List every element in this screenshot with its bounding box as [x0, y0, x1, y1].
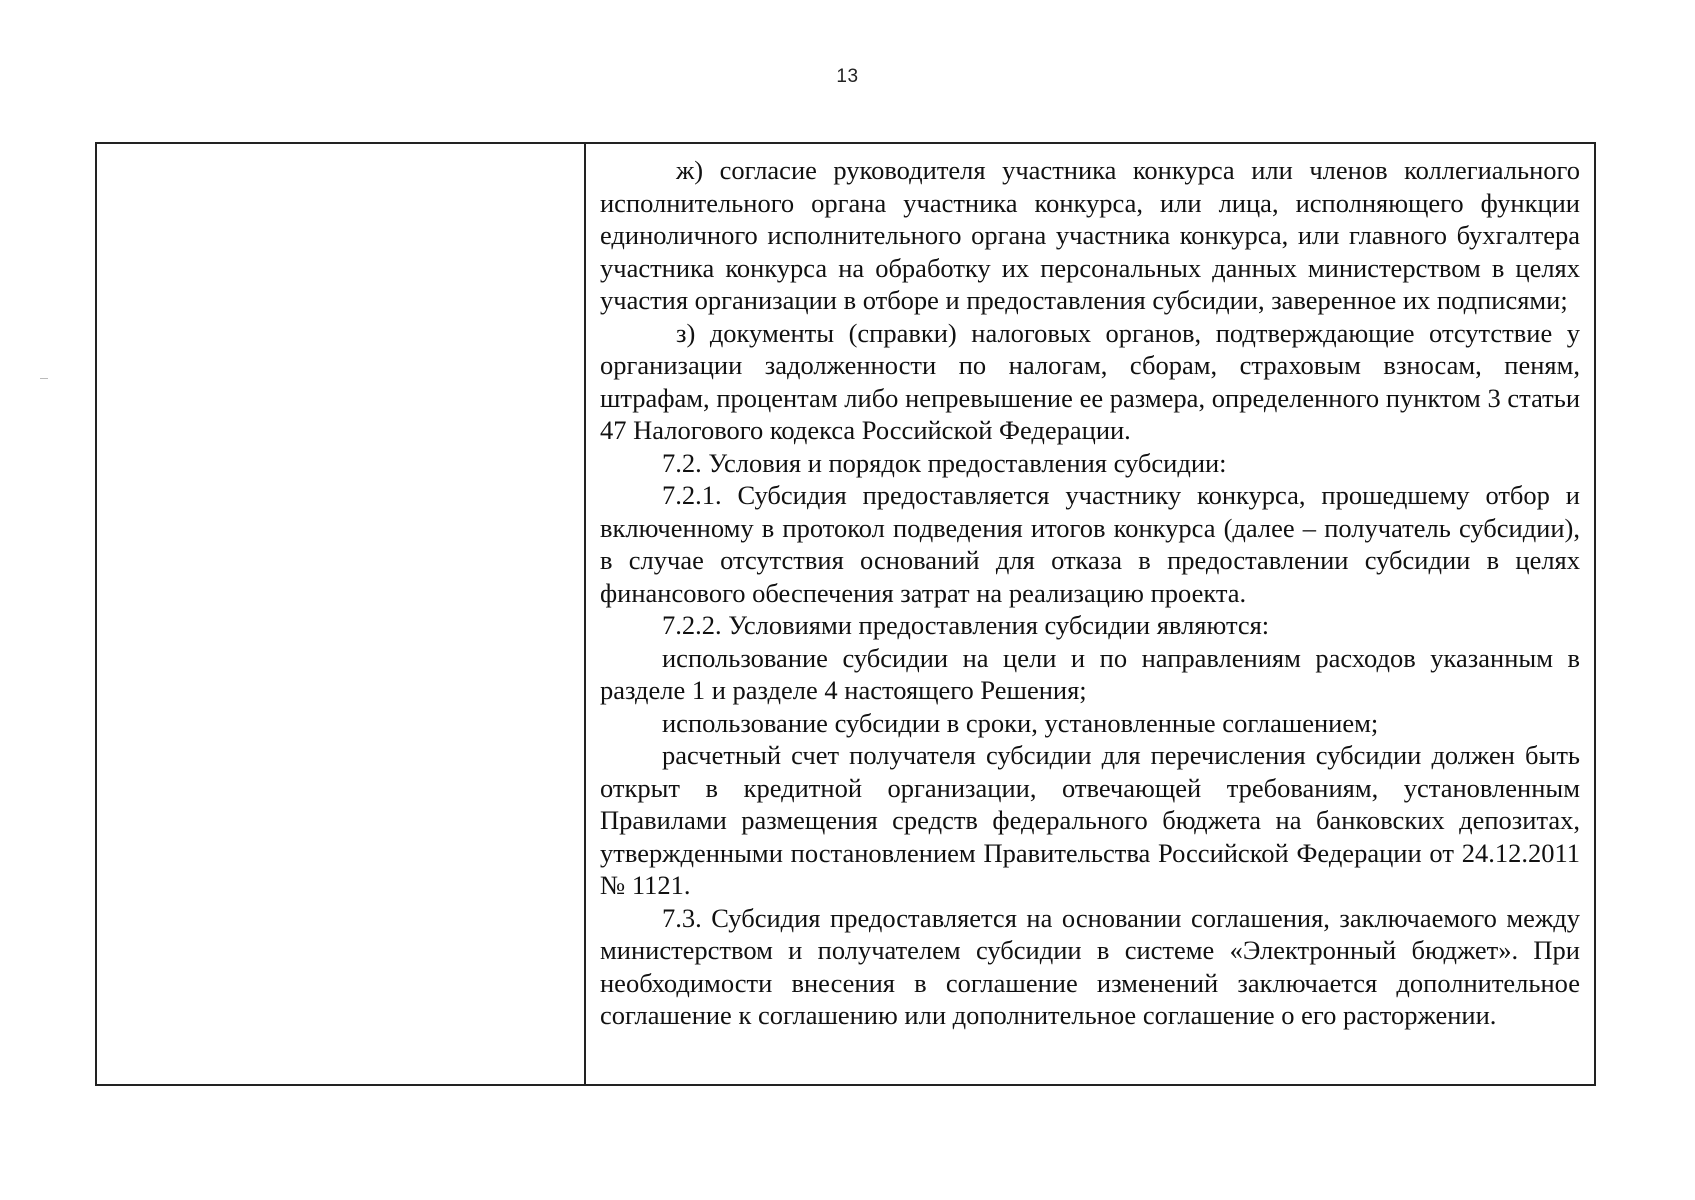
document-table	[95, 142, 1596, 1086]
condition-2: использование субсидии в сроки, установленные соглашением;	[662, 707, 1379, 738]
condition-1: использование субсидии на цели и по направлениям расходов указанным в разделе 1 и разделе 4 настоящего Решения;	[600, 642, 1580, 705]
page-number: 13	[836, 66, 859, 87]
paragraph-7-2-2: 7.2.2. Условиями предоставления субсидии являются:	[662, 610, 1270, 640]
table-cell-left-empty	[96, 143, 585, 1085]
paragraph-item-z: з) документы (справки) налоговых органов, подтверждающие отсутствие у организации задолженности по налогам, сборам, страховым взносам, пеням, штрафам, процентам либо непревышение ее размера, определенного пунктом 3 статьи 47 Налогового кодекса Российской Федерации.	[600, 317, 1580, 445]
text-block	[600, 154, 1580, 1032]
paragraph-item-zh: ж) согласие руководителя участника конкурса или членов коллегиального исполнительного органа участника конкурса, или лица, исполняющего функции единоличного исполнительного органа участника конкурса, или главного бухгалтера участника конкурса на обработку их персональных данных министерством в целях участия организации в отборе и предоставления субсидии, заверенное их подписями;	[600, 155, 1580, 315]
scan-artifact-mark	[40, 378, 48, 379]
table-cell-right-text	[585, 143, 1595, 1085]
paragraph-7-2: 7.2. Условия и порядок предоставления субсидии:	[662, 447, 1227, 478]
paragraph-7-2-1: 7.2.1. Субсидия предоставляется участнику конкурса, прошедшему отбор и включенному в протокол подведения итогов конкурса (далее – получатель субсидии), в случае отсутствия оснований для отказа в предоставлении субсидии в целях финансового обеспечения затрат на реализацию проекта.	[600, 480, 1580, 608]
table-row	[96, 143, 1595, 1085]
paragraph-7-3: 7.3. Субсидия предоставляется на основании соглашения, заключаемого между министерством и получателем субсидии в системе «Электронный бюджет». При необходимости внесения в соглашение изменений заключается дополнительное соглашение к соглашению или дополнительное соглашение о его расторжении.	[600, 902, 1580, 1030]
condition-3: расчетный счет получателя субсидии для перечисления субсидии должен быть открыт в кредитной организации, отвечающей требованиям, установленным Правилами размещения средств федерального бюджета на банковских депозитах, утвержденными постановлением Правительства Российской Федерации от 24.12.2011 № 1121.	[600, 740, 1580, 900]
